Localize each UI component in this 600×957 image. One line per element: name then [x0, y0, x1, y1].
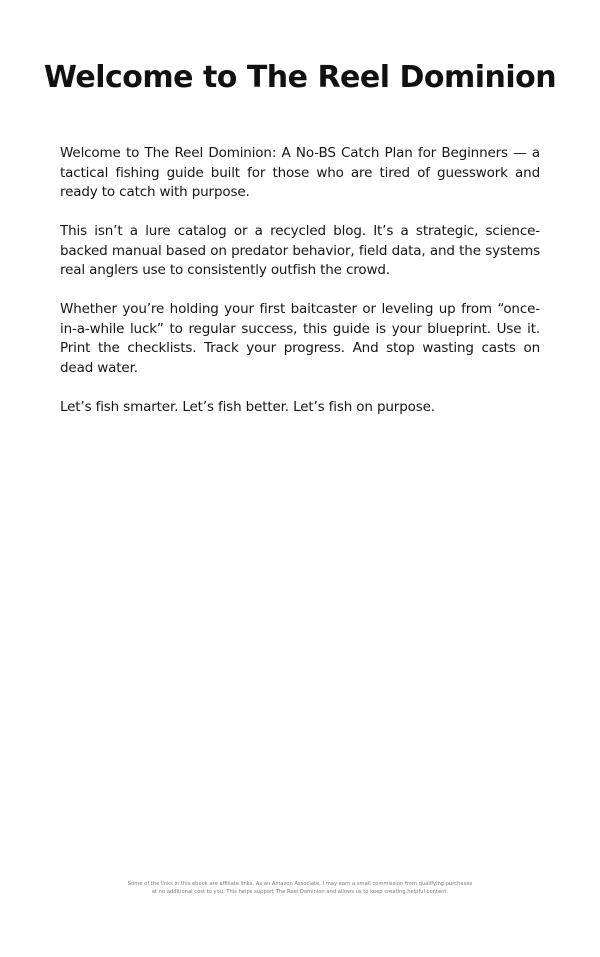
affiliate-disclosure: Some of the links in this ebook are affiliate links. As an Amazon Associate, I may earn a small commission from qualifying purchases at no additional cost to you. This helps support The Reel Dominion and allows us to keep creating helpful content. [127, 881, 473, 895]
intro-paragraph-2: This isn’t a lure catalog or a recycled blog. It’s a strategic, science-backed manual based on predator behavior, field data, and the systems real anglers use to consistently outfish the crowd. [60, 223, 540, 278]
intro-paragraph-4: Let’s fish smarter. Let’s fish better. Let’s fish on purpose. [60, 398, 435, 415]
intro-paragraph-3: Whether you’re holding your first baitcaster or leveling up from “once-in-a-while luck” to regular success, this guide is your blueprint. Use it. Print the checklists. Track your progress. And stop wasting casts on dead water. [60, 301, 540, 376]
page-title: Welcome to The Reel Dominion [43, 60, 557, 95]
intro-paragraph-1: Welcome to The Reel Dominion: A No-BS Catch Plan for Beginners — a tactical fishing guide built for those who are tired of guesswork and ready to catch with purpose. [60, 145, 540, 200]
intro-body [60, 144, 540, 437]
